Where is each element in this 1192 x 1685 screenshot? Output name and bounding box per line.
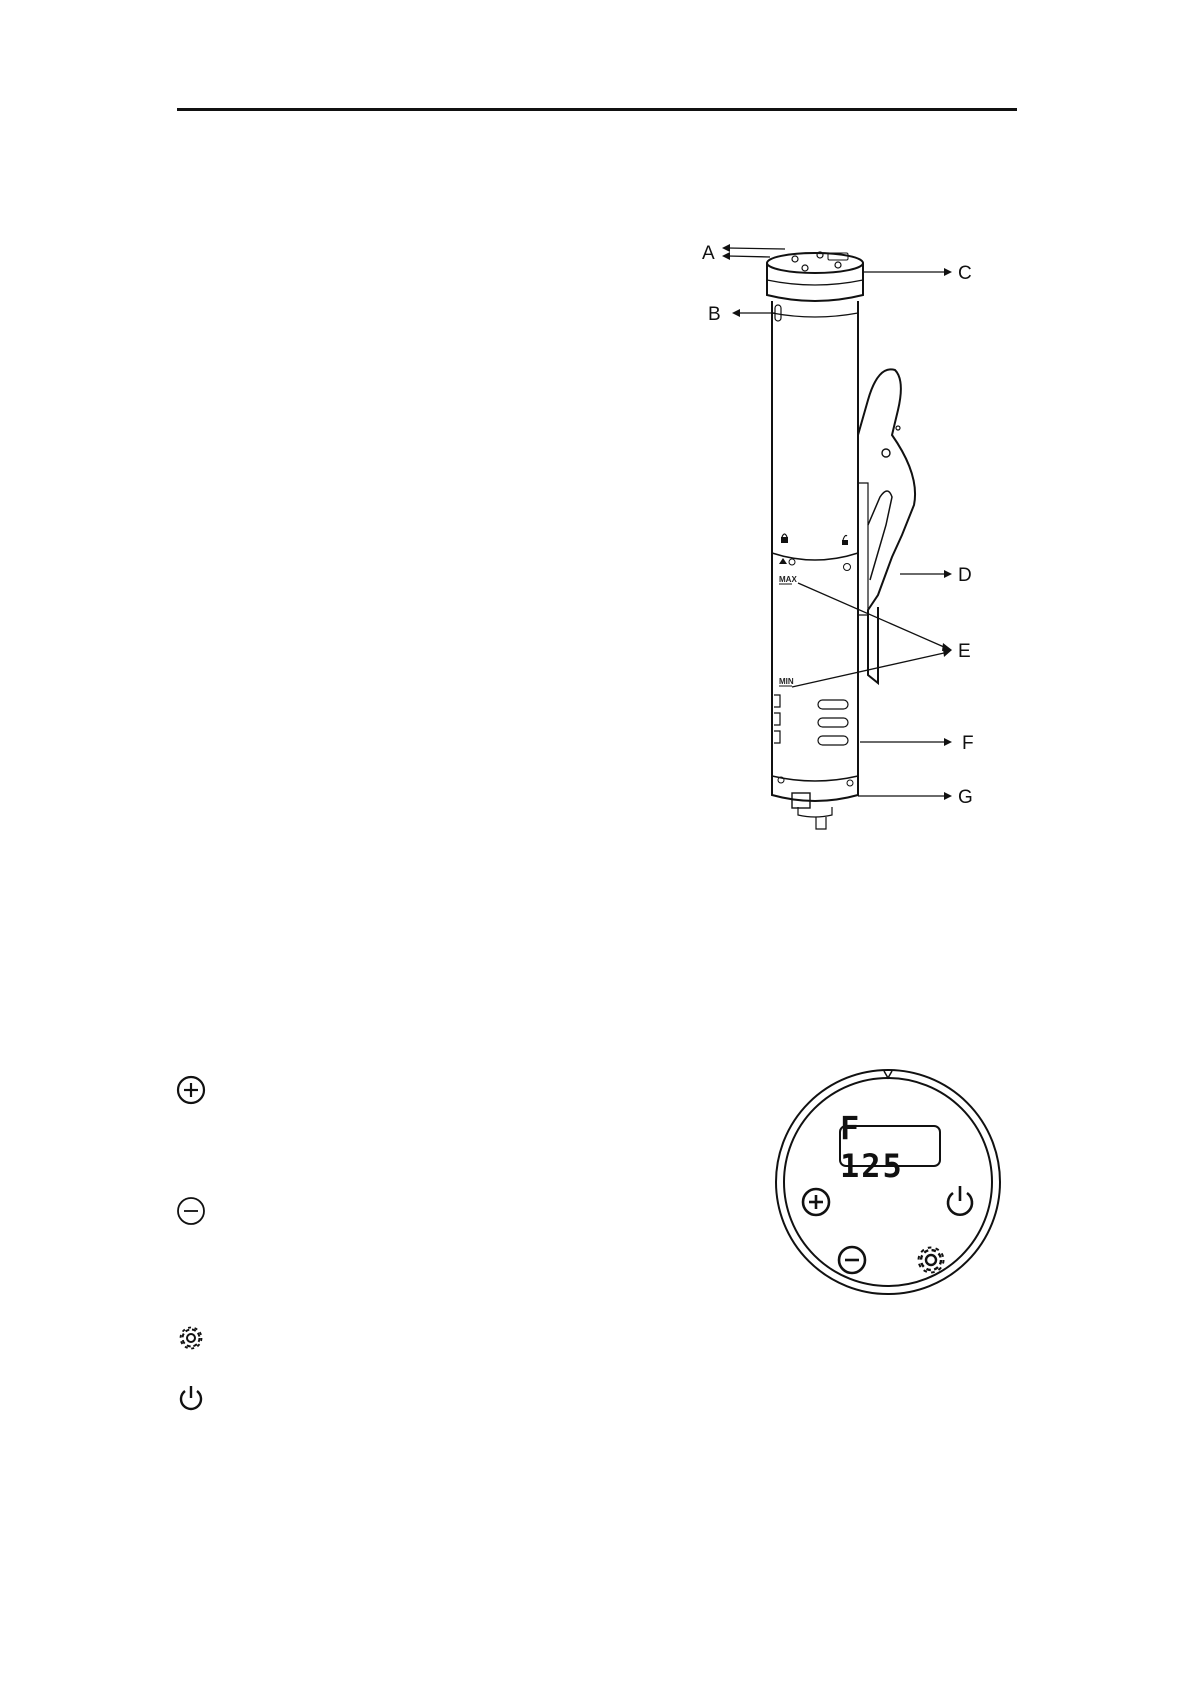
- callout-e: E: [958, 641, 971, 662]
- callout-d: D: [958, 565, 972, 586]
- plus-icon: [175, 1074, 207, 1106]
- minus-icon: [175, 1195, 207, 1227]
- sous-vide-device-diagram: [700, 235, 1000, 845]
- callout-a: A: [702, 243, 715, 264]
- temperature-display: F 125: [840, 1109, 904, 1185]
- callout-b: B: [708, 304, 721, 325]
- gear-icon: [175, 1322, 207, 1354]
- callout-g: G: [958, 787, 973, 808]
- min-level-mark: MIN: [779, 677, 794, 686]
- header-rule: [177, 108, 1017, 111]
- callout-f: F: [962, 733, 974, 754]
- callout-c: C: [958, 263, 972, 284]
- power-icon: [175, 1382, 207, 1414]
- max-level-mark: MAX: [779, 575, 797, 584]
